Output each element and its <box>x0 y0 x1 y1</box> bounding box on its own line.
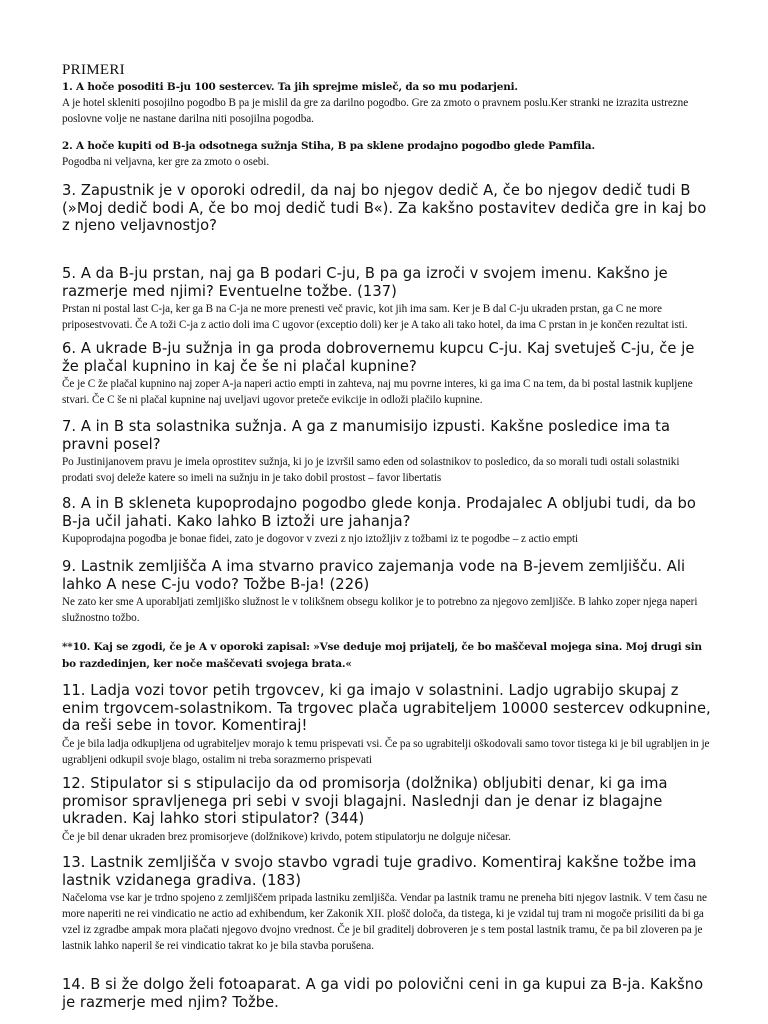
question-text: 2. A hoče kupiti od B-ja odsotnega sužnja Stiha, B pa sklene prodajno pogodbo glede Pamfila. <box>62 140 595 152</box>
question-text: 9. Lastnik zemljišča A ima stvarno pravico zajemanja vode na B-jevem zemljišču. Ali lahko A nese C-ju vodo? Tožbe B-ja! (226) <box>62 558 686 593</box>
item-3 <box>62 182 712 235</box>
question-text: 11. Ladja vozi tovor petih trgovcev, ki ga imajo v solastnini. Ladjo ugrabijo skupaj z enim trgovcem-solastnikom. Ta trgovec plača ugrabiteljem 10000 sestercev odkupnine, da reši sebe in tovor. Komentiraj! <box>62 682 711 734</box>
answer-text: Če je bila ladja odkupljena od ugrabiteljev morajo k temu prispevati vsi. Če pa so ugrabitelji oškodovali samo tovor tistega ki je bil ugrabljen in je ugrabljeni odkupil svoje blago, ostalim ni treba sorazmerno prispevati <box>62 737 710 766</box>
item-11 <box>62 682 712 768</box>
answer-text: Načeloma vse kar je trdno spojeno z zemljiščem pripada lastniku zemljišča. Vendar pa lastnik tramu ne preneha biti njegov lastnik. V tem času ne more naperiti ne rei vindicatio ne actio ad exhibendum, ker Zakonik XII. plošč določa, da tistega, ki je vzidal tuj tram ni mogoče prisiliti da bi ga vzel iz zgradbe ampak mora plačati njegovo dvojno vrednost. Če je bil graditelj dobroveren je s tem postal lastnik tramu, če pa bil zloveren pa je lastnik lahko naperil še rei vindicatio takrat ko je bila stavba porušena. <box>62 892 707 952</box>
question-text: 7. A in B sta solastnika sužnja. A ga z manumisijo izpusti. Kakšne posledice ima ta pravni posel? <box>62 418 671 453</box>
item-6 <box>62 340 712 408</box>
question-text: **10. Kaj se zgodi, če je A v oporoki zapisal: »Vse deduje moj prijatelj, če bo maščeval mojega sina. Moj drugi sin bo razdedinjen, ker noče maščevati svojega brata.« <box>62 641 702 670</box>
question-text: 6. A ukrade B-ju sužnja in ga proda dobrovernemu kupcu C-ju. Kaj svetuješ C-ju, če je že plačal kupnino in kaj če še ni plačal kupnine? <box>62 340 695 375</box>
item-13 <box>62 854 712 954</box>
item-2 <box>62 140 712 170</box>
heading-block <box>62 62 712 79</box>
answer-text: Pogodba ni veljavna, ker gre za zmoto o osebi. <box>62 156 270 168</box>
question-text: 14. B si že dolgo želi fotoaparat. A ga vidi po polovični ceni in ga kupui za B-ja. Kakšno je razmerje med njim? Tožbe. <box>62 976 704 1011</box>
item-8 <box>62 495 712 547</box>
item-10 <box>62 639 712 673</box>
answer-text: Prstan ni postal last C-ja, ker ga B na C-ja ne more prenesti več pravic, kot jih ima sam. Ker je B dal C-ju ukraden prstan, ga C ne more priposestvovati. Če A toži C-ja z actio doli ima C ugovor (exceptio doli) ker je A tako ali tako hotel, da ima C prstan in je končen rezultat isti. <box>62 303 688 331</box>
question-text: 8. A in B skleneta kupoprodajno pogodbo glede konja. Prodajalec A obljubi tudi, da bo B-ja učil jahati. Kako lahko B iztoži ure jahanja? <box>62 495 696 530</box>
answer-text: A je hotel skleniti posojilno pogodbo B pa je mislil da gre za darilno pogodbo. Gre za zmoto o pravnem poslu.Ker stranki ne izrazita ustrezne poslovne volje ne nastane darilna niti posojilna pogodba. <box>62 97 689 125</box>
answer-text: Po Justinijanovem pravu je imela oprostitev sužnja, ki jo je izvršil samo eden od solastnikov to posledico, da so morali tudi ostali solastniki prodati svoj deleže katere so imeli na sužnju in je tako dobil prostost – favor libertatis <box>62 456 680 484</box>
answer-text: Kupoprodajna pogodba je bonae fidei, zato je dogovor v zvezi z njo iztožljiv z tožbami iz te pogodbe – z actio empti <box>62 533 579 545</box>
item-7 <box>62 418 712 486</box>
page-title: PRIMERI <box>62 62 125 78</box>
answer-text: Če je bil denar ukraden brez promisorjeve (dolžnikove) krivdo, potem stipulatorju ne dolguje ničesar. <box>62 830 511 843</box>
item-14 <box>62 976 712 1011</box>
question-text: 12. Stipulator si s stipulacijo da od promisorja (dolžnika) obljubiti denar, ki ga ima promisor spravljenega pri sebi v svoji blagajni. Naslednji dan je denar iz blagajne ukraden. Kaj lahko stori stipulator? (344) <box>62 775 668 827</box>
question-text: 13. Lastnik zemljišča v svojo stavbo vgradi tuje gradivo. Komentiraj kakšne tožbe ima lastnik vzidanega gradiva. (183) <box>62 854 697 889</box>
answer-text: Če je C že plačal kupnino naj zoper A-ja naperi actio empti in zahteva, naj mu povrne interes, ki ga ima C na tem, da bi postal lastnik kupljene stvari. Če C še ni plačal kupnine naj uveljavi ugovor preteče evikcije in odloži plačilo kupnine. <box>62 378 693 406</box>
item-12 <box>62 775 712 845</box>
item-5 <box>62 265 712 333</box>
question-text: 3. Zapustnik je v oporoki odredil, da naj bo njegov dedič A, če bo njegov dedič tudi B (»Moj dedič bodi A, če bo moj dedič tudi B«). Za kakšno postavitev dediča gre in kaj bo z njeno veljavnostjo? <box>62 182 707 234</box>
answer-text: Ne zato ker sme A uporabljati zemljiško služnost le v tolikšnem obsegu kolikor je to potrebno za njegovo zemljišče. B lahko zoper njega naperi služnostno tožbo. <box>62 596 698 624</box>
question-text: 5. A da B-ju prstan, naj ga B podari C-ju, B pa ga izroči v svojem imenu. Kakšno je razmerje med njimi? Eventuelne tožbe. (137) <box>62 265 668 300</box>
item-9 <box>62 558 712 626</box>
item-1 <box>62 81 712 127</box>
question-text: 1. A hoče posoditi B-ju 100 sestercev. Ta jih sprejme misleč, da so mu podarjeni. <box>62 81 518 93</box>
